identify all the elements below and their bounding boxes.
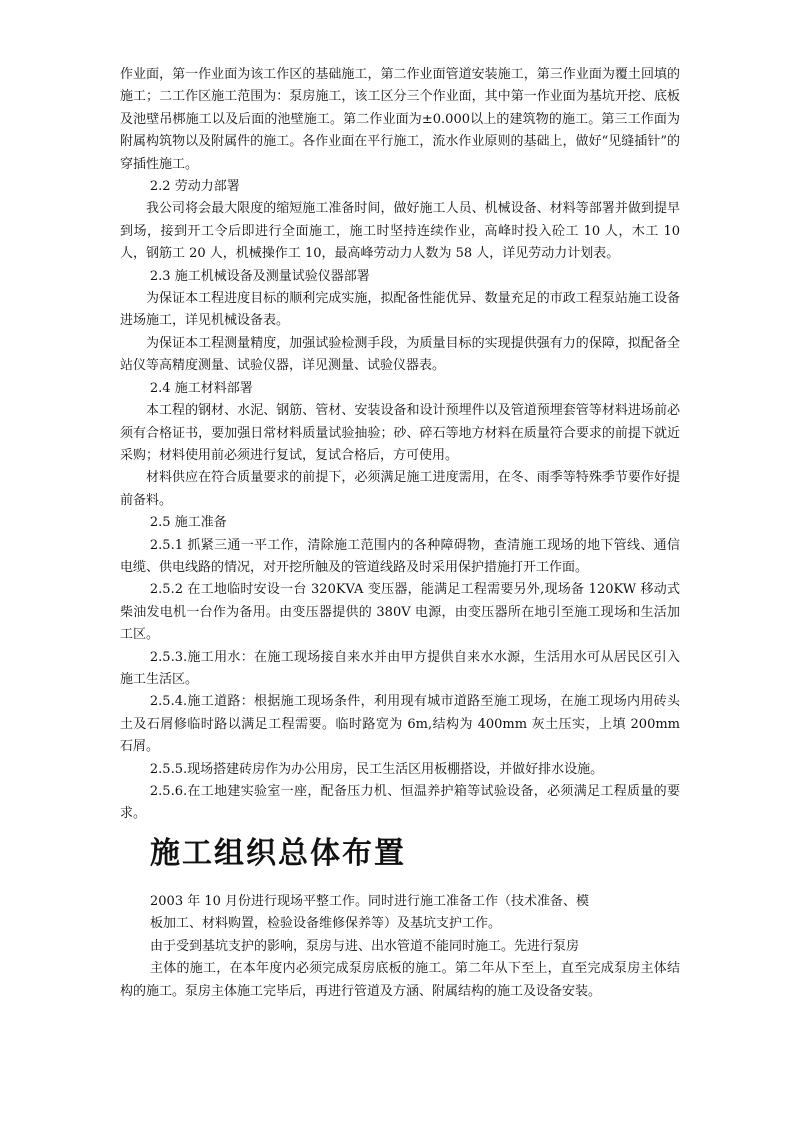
section-heading-2-5: 2.5 施工准备 [149, 515, 227, 531]
paragraph: 本工程的钢材、水泥、钢筋、管材、安装设备和设计预埋件以及管道预埋套管等材料进场前必须有合格证书，要加强日常材料质量试验抽验；砂、碎石等地方材料在质量符合要求的前提下就近采购；材料使用前必须进行复试，复试合格后，方可使用。 [120, 403, 680, 463]
paragraph-line: 板加工、材料购置，检验设备维修保养等）及基坑支护工作。 [150, 916, 502, 932]
paragraph: 作业面，第一作业面为该工作区的基础施工，第二作业面管道安装施工，第三作业面为覆土回填的施工；二工作区施工范围为：泵房施工，该工区分三个作业面，其中第一作业面为基坑开挖、底板及池壁吊梆施工以及后面的池壁施工。第二作业面为±0.000以上的建筑物的施工。第三工作面为附属构筑物以及附属件的施工。各作业面在平行施工，流水作业原则的基础上，做好“见缝插针”的穿插性施工。 [120, 67, 680, 172]
paragraph: 主体的施工，在本年度内必须完成泵房底板的施工。第二年从下至上，直至完成泵房主体结构的施工。泵房主体施工完毕后，再进行管道及方涵、附属结构的施工及设备安装。 [120, 961, 680, 999]
paragraph: 2.5.4.施工道路：根据施工现场条件，利用现有城市道路至施工现场，在施工现场内用砖头土及石屑修临时路以满足工程需要。临时路宽为 6m,结构为 400mm 灰土压实，上填 200mm 石屑。 [120, 694, 680, 755]
section-text-block [120, 891, 680, 1003]
section-title: 施工组织总体布置 [150, 836, 406, 871]
paragraph: 2.5.3.施工用水：在施工现场接自来水并由甲方提供自来水水源，生活用水可从居民区引入施工生活区。 [120, 649, 680, 687]
section-heading-2-3: 2.3 施工机械设备及测量试验仪器部署 [149, 268, 370, 284]
section-heading-2-4: 2.4 施工材料部署 [149, 380, 253, 396]
paragraph-line: 2003 年 10 月份进行现场平整工作。同时进行施工准备工作（技术准备、模 [150, 894, 590, 909]
paragraph: 2.5.5.现场搭建砖房作为办公用房，民工生活区用板棚搭设，并做好排水设施。 [149, 761, 604, 777]
body-text-block [120, 64, 680, 826]
paragraph: 2.5.1 抓紧三通一平工作，清除施工范围内的各种障碍物，查清施工现场的地下管线、通信电缆、供电线路的情况，对开挖所触及的管道线路及时采用保护措施打开工作面。 [120, 537, 680, 575]
paragraph-line: 由于受到基坑支护的影响，泵房与进、出水管道不能同时施工。先进行泵房 [150, 938, 580, 954]
paragraph: 材料供应在符合质量要求的前提下，必须满足施工进度需用，在冬、雨季等特殊季节要作好提前备料。 [120, 470, 680, 508]
paragraph: 为保证本工程进度目标的顺利完成实施，拟配备性能优异、数量充足的市政工程泵站施工设备进场施工，详见机械设备表。 [120, 291, 680, 329]
section-heading-2-2: 2.2 劳动力部署 [149, 179, 240, 195]
paragraph: 为保证本工程测量精度，加强试验检测手段，为质量目标的实现提供强有力的保障，拟配备全站仪等高精度测量、试验仪器，详见测量、试验仪器表。 [120, 335, 680, 374]
paragraph: 我公司将会最大限度的缩短施工准备时间，做好施工人员、机械设备、材料等部署并做到提早到场，接到开工令后即进行全面施工，施工时坚持连续作业，高峰时投入砼工 10 人，木工 10 人，钢筋工 20 人，机械操作工 10，最高峰劳动力人数为 58 人，详见劳动力计划表。 [120, 201, 680, 262]
paragraph: 2.5.2 在工地临时安设一台 320KVA 变压器，能满足工程需要另外,现场备 120KW 移动式柴油发电机一台作为备用。由变压器提供的 380V 电源，由变压器所在地引至施工现场和生活加工区。 [120, 582, 680, 643]
paragraph: 2.5.6.在工地建实验室一座，配备压力机、恒温养护箱等试验设备，必须满足工程质量的要求。 [120, 784, 680, 822]
